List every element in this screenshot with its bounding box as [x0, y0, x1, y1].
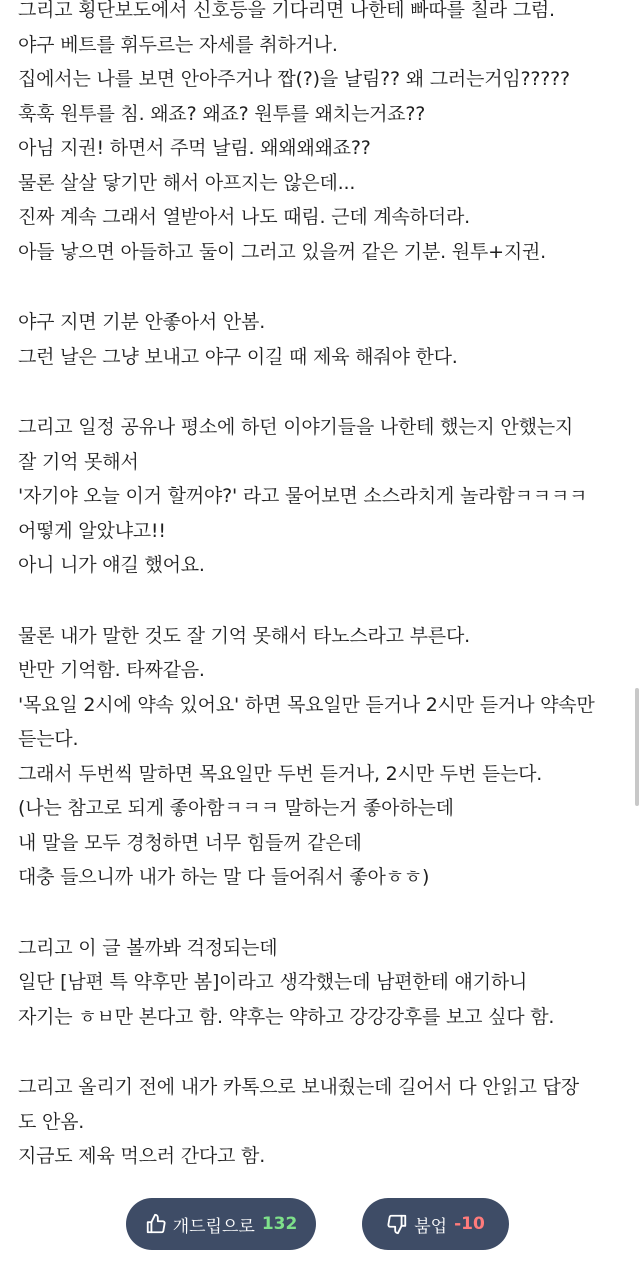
text-line: '자기야 오늘 이거 할꺼야?' 라고 물어보면 소스라치게 놀라함ㅋㅋㅋㅋ: [18, 485, 588, 507]
text-line: 진짜 계속 그래서 열받아서 나도 때림. 근데 계속하더라.: [18, 206, 470, 228]
paragraph: [18, 619, 624, 895]
text-line: 도 안옴.: [18, 1110, 85, 1133]
text-line: 그래서 두번씩 말하면 목요일만 두번 듣거나, 2시만 두번 듣는다.: [18, 762, 543, 785]
thumbs-up-icon: [145, 1213, 167, 1235]
text-line: (나는 참고로 되게 좋아함ㅋㅋㅋ 말하는거 좋아하는데: [18, 797, 454, 819]
post-body: [18, 0, 624, 1210]
text-line: 내 말을 모두 경청하면 너무 힘들꺼 같은데: [18, 831, 362, 854]
upvote-button[interactable]: [126, 1198, 316, 1250]
text-line: 집에서는 나를 보면 안아주거나 짭(?)을 날림?? 왜 그러는거임?????: [18, 68, 570, 90]
text-line: 물론 내가 말한 것도 잘 기억 못해서 타노스라고 부른다.: [18, 624, 470, 647]
downvote-count: -10: [454, 1214, 485, 1234]
text-line: 아들 낳으면 아들하고 둘이 그러고 있을꺼 같은 기분. 원투+지권.: [18, 240, 546, 263]
text-line: 아니 니가 얘길 했어요.: [18, 554, 205, 576]
text-line: 반만 기억함. 타짜같음.: [18, 659, 205, 681]
text-line: 대충 들으니까 내가 하는 말 다 들어줘서 좋아ㅎㅎ): [18, 866, 430, 888]
downvote-label: 붐업: [414, 1216, 448, 1237]
downvote-button[interactable]: [362, 1198, 509, 1250]
text-line: 훅훅 원투를 침. 왜죠? 왜죠? 원투를 왜치는거죠??: [18, 102, 426, 125]
scrollbar-thumb[interactable]: [635, 688, 639, 806]
upvote-label: 개드립으로: [172, 1216, 255, 1237]
text-line: 그리고 일정 공유나 평소에 하던 이야기들을 나한테 했는지 안했는지: [18, 416, 574, 438]
text-line: 어떻게 알았냐고!!: [18, 519, 166, 542]
paragraph: [18, 410, 624, 583]
text-line: 일단 [남편 특 약후만 봄]이라고 생각했는데 남편한테 얘기하니: [18, 971, 528, 993]
text-line: '목요일 2시에 약속 있어요' 하면 목요일만 듣거나 2시만 듣거나 약속만: [18, 693, 595, 716]
text-line: 그리고 이 글 볼까봐 걱정되는데: [18, 936, 278, 959]
text-line: 자기는 ㅎㅂ만 본다고 함. 약후는 약하고 강강강후를 보고 싶다 함.: [18, 1005, 555, 1028]
text-line: 잘 기억 못해서: [18, 450, 139, 473]
paragraph: [18, 0, 624, 269]
text-line: 물론 살살 닿기만 해서 아프지는 않은데...: [18, 171, 356, 194]
scrollbar[interactable]: [634, 0, 640, 1280]
paragraph: [18, 305, 624, 374]
text-line: 야구 지면 기분 안좋아서 안봄.: [18, 311, 266, 333]
text-line: 야구 베트를 휘두르는 자세를 취하거나.: [18, 33, 338, 56]
text-line: 아님 지권! 하면서 주먹 날림. 왜왜왜왜죠??: [18, 137, 371, 159]
text-line: 듣는다.: [18, 728, 79, 750]
thumbs-down-icon: [386, 1213, 408, 1235]
paragraph: [18, 1070, 624, 1174]
text-line: 지금도 제육 먹으러 간다고 함.: [18, 1145, 266, 1167]
text-line: 그리고 횡단보도에서 신호등을 기다리면 나한테 빠따를 칠라 그럼.: [18, 0, 555, 21]
upvote-count: 132: [261, 1214, 298, 1234]
paragraph: [18, 931, 624, 1035]
text-line: 그런 날은 그냥 보내고 야구 이길 때 제육 해줘야 한다.: [18, 345, 458, 368]
vote-bar: [0, 1198, 640, 1252]
text-line: 그리고 올리기 전에 내가 카톡으로 보내줬는데 길어서 다 안읽고 답장: [18, 1076, 579, 1098]
